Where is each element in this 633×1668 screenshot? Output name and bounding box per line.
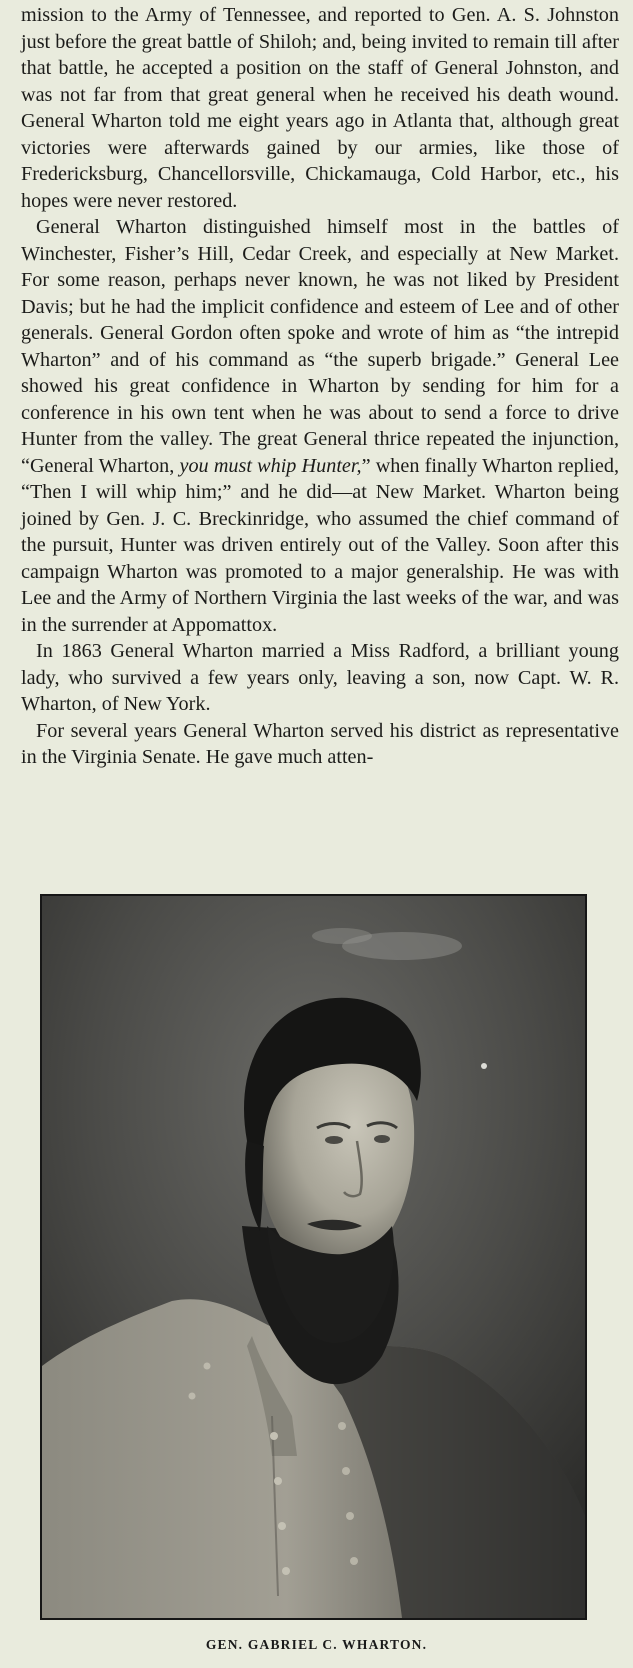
paragraph-4-text: For several years General Wharton served his district as representative in the Virginia Senate. He gave much atten- bbox=[21, 719, 619, 768]
paragraph-3-text: In 1863 General Wharton married a Miss Radford, a brilliant young lady, who survived a few years only, leaving a son, now Capt. W. R. Wharton, of New York. bbox=[21, 640, 619, 715]
portrait-image bbox=[40, 894, 587, 1620]
article-body bbox=[21, 2, 619, 771]
paragraph-2-text-start: General Wharton distinguished himself most in the battles of Winchester, Fisher’s Hill, Cedar Creek, and especially at New Market. For some reason, perhaps never known, he was not liked by President Davis; but he had the implicit confidence and esteem of Lee and of other generals. General Gordon often spoke and wrote of him as “the intrepid Wharton” and of his command as “the superb brigade.” General Lee showed his great confidence in Wharton by sending for him for a conference in his own tent when he was about to send a force to drive Hunter from the valley. The great General thrice repeated the injunction, “General Wharton, bbox=[21, 216, 619, 477]
portrait-illustration bbox=[42, 896, 585, 1618]
paragraph-1-text: mission to the Army of Tennessee, and reported to Gen. A. S. Johnston just before the great battle of Shiloh; and, being invited to remain till after that battle, he accepted a position on the staff of General Johnston, and was not far from that great general when he received his death wound. General Wharton told me eight years ago in Atlanta that, although great victories were afterwards gained by our armies, like those of Fredericksburg, Chancellorsville, Chickamauga, Cold Harbor, etc., his hopes were never restored. bbox=[21, 4, 619, 212]
paragraph-1 bbox=[21, 2, 619, 214]
paragraph-2 bbox=[21, 214, 619, 638]
paragraph-2-text-end: ” when finally Wharton replied, “Then I will whip him;” and he did—at New Market. Wharton being joined by Gen. J. C. Breckinridge, who assumed the chief command of the pursuit, Hunter was driven entirely out of the Valley. Soon after this campaign Wharton was promoted to a major generalship. He was with Lee and the Army of Northern Virginia the last weeks of the war, and was in the surrender at Appomattox. bbox=[21, 454, 619, 636]
paragraph-4 bbox=[21, 718, 619, 771]
paragraph-3 bbox=[21, 638, 619, 718]
figure-caption: GEN. GABRIEL C. WHARTON. bbox=[205, 1637, 428, 1652]
paragraph-2-emphasis: you must whip Hunter, bbox=[179, 454, 362, 477]
